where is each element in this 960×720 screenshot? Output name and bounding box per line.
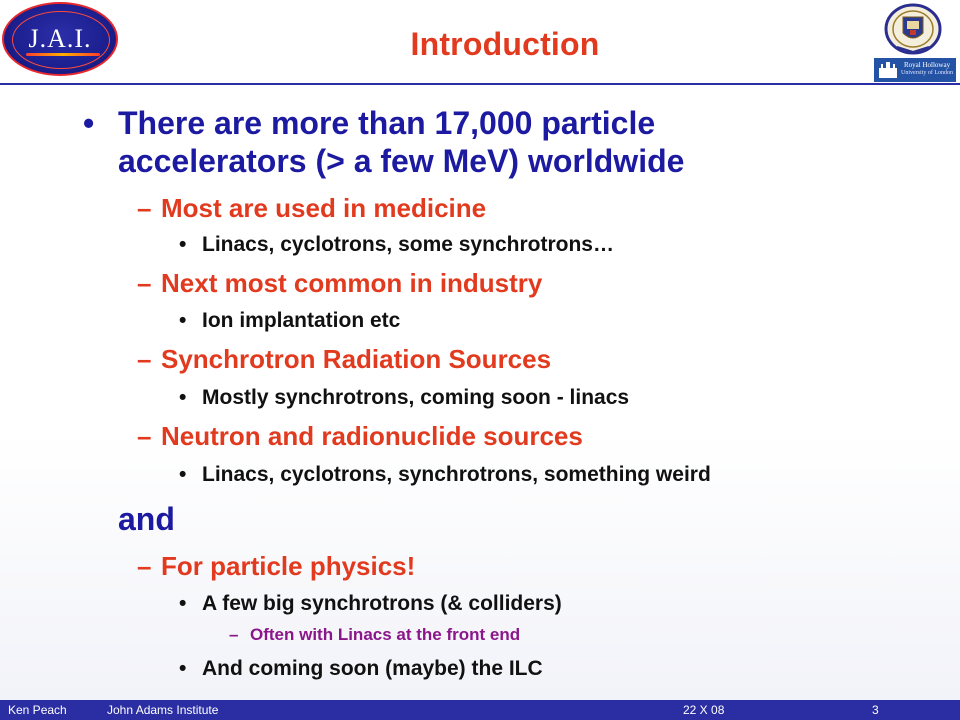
- bullet-marker: •: [179, 309, 187, 332]
- logo-swoosh: [26, 53, 100, 56]
- level4-point-text: Often with Linacs at the front end: [250, 625, 521, 644]
- main-point-text: There are more than 17,000 particle accelerators (> a few MeV) worldwide: [118, 105, 685, 179]
- level4-point: [229, 624, 521, 646]
- dash-marker: –: [137, 268, 152, 298]
- rh-logo-line2: University of London: [901, 70, 953, 76]
- subsub-point: [179, 385, 630, 411]
- dash-marker: –: [137, 344, 152, 374]
- sub-point-text: Neutron and radionuclide sources: [161, 421, 583, 451]
- dash-marker: –: [229, 625, 239, 644]
- building-icon: [877, 61, 899, 79]
- footer-page-number: 3: [872, 703, 879, 717]
- subsub-point: [179, 462, 711, 488]
- sub-point-text: Next most common in industry: [161, 268, 543, 298]
- sub-point: [137, 193, 487, 223]
- sub-point-text: For particle physics!: [161, 551, 416, 581]
- bullet-marker: •: [83, 105, 95, 141]
- sub-point-text: Synchrotron Radiation Sources: [161, 344, 552, 374]
- dash-marker: –: [137, 551, 152, 581]
- sub-point: [137, 551, 416, 581]
- subsub-point-text: A few big synchrotrons (& colliders): [202, 592, 562, 615]
- subsub-point: [179, 656, 543, 682]
- subsub-point-text: Ion implantation etc: [202, 309, 401, 332]
- bullet-marker: •: [179, 592, 187, 615]
- subsub-point: [179, 232, 614, 258]
- subsub-point-text: Linacs, cyclotrons, some synchrotrons…: [202, 233, 614, 256]
- rh-logo-line1: Royal Holloway: [904, 61, 951, 69]
- bullet-marker: •: [179, 233, 187, 256]
- dash-marker: –: [137, 421, 152, 451]
- footer-author: Ken Peach: [8, 703, 67, 717]
- logo-text: J.A.I.: [28, 24, 92, 53]
- footer-bar: [0, 700, 960, 720]
- main-bullet-point: [83, 104, 838, 180]
- bullet-marker: •: [179, 463, 187, 486]
- bullet-marker: •: [179, 657, 187, 680]
- subsub-point: [179, 308, 401, 334]
- subsub-point-text: Linacs, cyclotrons, synchrotrons, something weird: [202, 463, 711, 486]
- jai-logo: [2, 2, 118, 76]
- subsub-point-text: And coming soon (maybe) the ILC: [202, 657, 543, 680]
- oxford-crest-icon: [883, 3, 943, 55]
- subsub-point-text: Mostly synchrotrons, coming soon - linacs: [202, 386, 630, 409]
- header-rule: [0, 83, 960, 85]
- bullet-marker: •: [179, 386, 187, 409]
- slide-title: Introduction: [410, 26, 600, 62]
- and-text: and: [118, 501, 175, 537]
- sub-point-text: Most are used in medicine: [161, 193, 487, 223]
- footer-date: 22 X 08: [683, 703, 725, 717]
- dash-marker: –: [137, 193, 152, 223]
- royal-holloway-logo: [874, 58, 956, 82]
- subsub-point: [179, 591, 562, 617]
- sub-point: [137, 344, 552, 374]
- sub-point: [137, 268, 543, 298]
- sub-point: [137, 421, 583, 451]
- footer-institute: John Adams Institute: [107, 703, 219, 717]
